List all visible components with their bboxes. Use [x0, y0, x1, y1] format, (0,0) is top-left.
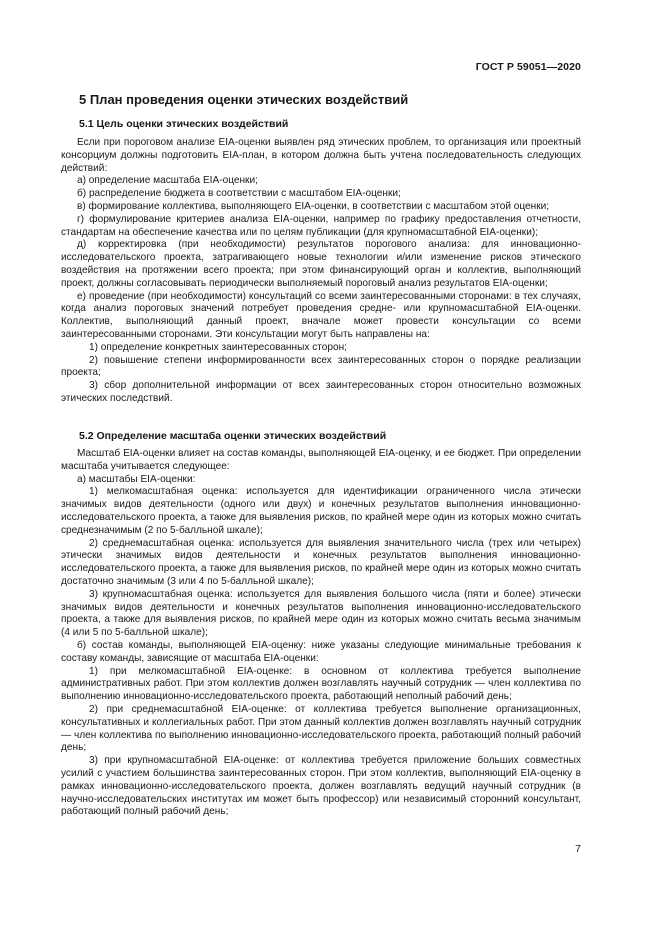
sub-list-item: 3) при крупномасштабной EIA-оценке: от коллектива требуется приложение больших совместных усилий с участием большинства заинтересованных сторон. При этом коллектив, выполняющий EIA-оценку в рамках инновационно-исследовательского проекта, должен возглавлять ведущий научный сотрудник (в научно-исследовательских институтах им может быть профессор) или независимый сторонний консультант, работающий полный рабочий день; [61, 755, 581, 818]
sub-list-item: 1) определение конкретных заинтересованных сторон; [89, 341, 347, 353]
list-item: б) состав команды, выполняющей EIA-оценку: ниже указаны следующие минимальные требования к составу команды, зависящие от масштаба EIA-оценки: [61, 639, 581, 664]
standard-number: ГОСТ Р 59051—2020 [475, 61, 581, 73]
paragraph: Если при пороговом анализе EIA-оценки выявлен ряд этических проблем, то организация или проектный консорциум должны подготовить EIA-план, в котором должна быть учтена последовательность следующих действий: [61, 137, 581, 174]
page-number: 7 [575, 843, 581, 855]
sub-list-item: 3) крупномасштабная оценка: используется для выявления большого числа (пяти и более) этически значимых видов деятельности и конечных результатов выполнения инновационно-исследовательского проекта, а также для выявления рисков, по крайней мере один из которых можно считать весьма значимым (4 или 5 по 5-балльной шкале); [61, 588, 581, 639]
subsection-title-5-2: 5.2 Определение масштаба оценки этических воздействий [79, 430, 387, 442]
sub-list-item: 2) повышение степени информированности всех заинтересованных сторон о порядке реализации проекта; [61, 354, 581, 379]
paragraph: Масштаб EIA-оценки влияет на состав команды, выполняющей EIA-оценку, и ее бюджет. При определении масштаба учитывается следующее: [61, 448, 581, 472]
list-item: а) определение масштаба EIA-оценки; [77, 175, 258, 187]
list-item: б) распределение бюджета в соответствии с масштабом EIA-оценки; [77, 188, 401, 200]
sub-list-item: 1) при мелкомасштабной EIA-оценке: в основном от коллектива требуется выполнение административных работ. При этом коллектив должен возглавлять научный сотрудник — член коллектива по выполнению инновационно-исследовательского проекта, работающий неполный рабочий день; [61, 665, 581, 703]
sub-list-item: 3) сбор дополнительной информации от всех заинтересованных сторон относительно возможных этических последствий. [61, 380, 581, 404]
sub-list-item: 2) при среднемасштабной EIA-оценке: от коллектива требуется выполнение организационных, консультативных и коллегиальных работ. При этом данный коллектив должен возглавлять научный сотрудник — член коллектива по выполнению инновационно-исследовательского проекта, работающий полный рабочий день; [61, 703, 581, 754]
sub-list-item: 1) мелкомасштабная оценка: используется для идентификации ограниченного числа этически значимых видов деятельности (одного или двух) и конечных результатов выполнения инновационно-исследовательского проекта, а также для выявления рисков, по крайней мере один из которых можно считать среднезначимым (2 по 5-балльной шкале); [61, 486, 581, 536]
subsection-body-5-2 [61, 448, 581, 819]
sub-list-item: 2) среднемасштабная оценка: используется для выявления значительного числа (трех или четырех) этически значимых видов деятельности и конечных результатов выполнения инновационно-исследовательского проекта, а также для выявления рисков, по крайней мере один из которых можно считать достаточно значимым (3 или 4 по 5-балльной шкале); [61, 537, 581, 587]
list-item: д) корректировка (при необходимости) результатов порогового анализа: для инновационно-исследовательского проекта, затрагивающего новые технологии и/или изменение рисков этического воздействия на протяжении всего проекта; при этом финансирующий орган и коллектив, выполняющий проект, должны согласовывать периодически выполняемый пороговый анализ результатов EIA-оценки; [61, 239, 581, 289]
list-item: а) масштабы EIA-оценки: [77, 473, 196, 485]
section-title: 5 План проведения оценки этических воздействий [79, 92, 409, 107]
subsection-body-5-1 [61, 137, 581, 406]
list-item: г) формулирование критериев анализа EIA-оценки, например по графику предоставления отчетности, стандартам на обеспечение качества или по целям публикации (для крупномасштабной EIA-оценки); [61, 213, 581, 238]
list-item: е) проведение (при необходимости) консультаций со всеми заинтересованными сторонами: в тех случаях, когда анализ пороговых значений потребует проведения средне- или крупномасштабной EIA-оценки. Коллектив, выполняющий данный проект, вначале может провести консультации со всеми заинтересованными сторонами. Эти консультации могут быть направлены на: [61, 290, 581, 340]
subsection-title-5-1: 5.1 Цель оценки этических воздействий [79, 118, 289, 130]
list-item: в) формирование коллектива, выполняющего EIA-оценки, в соответствии с масштабом этой оценки; [77, 200, 550, 212]
